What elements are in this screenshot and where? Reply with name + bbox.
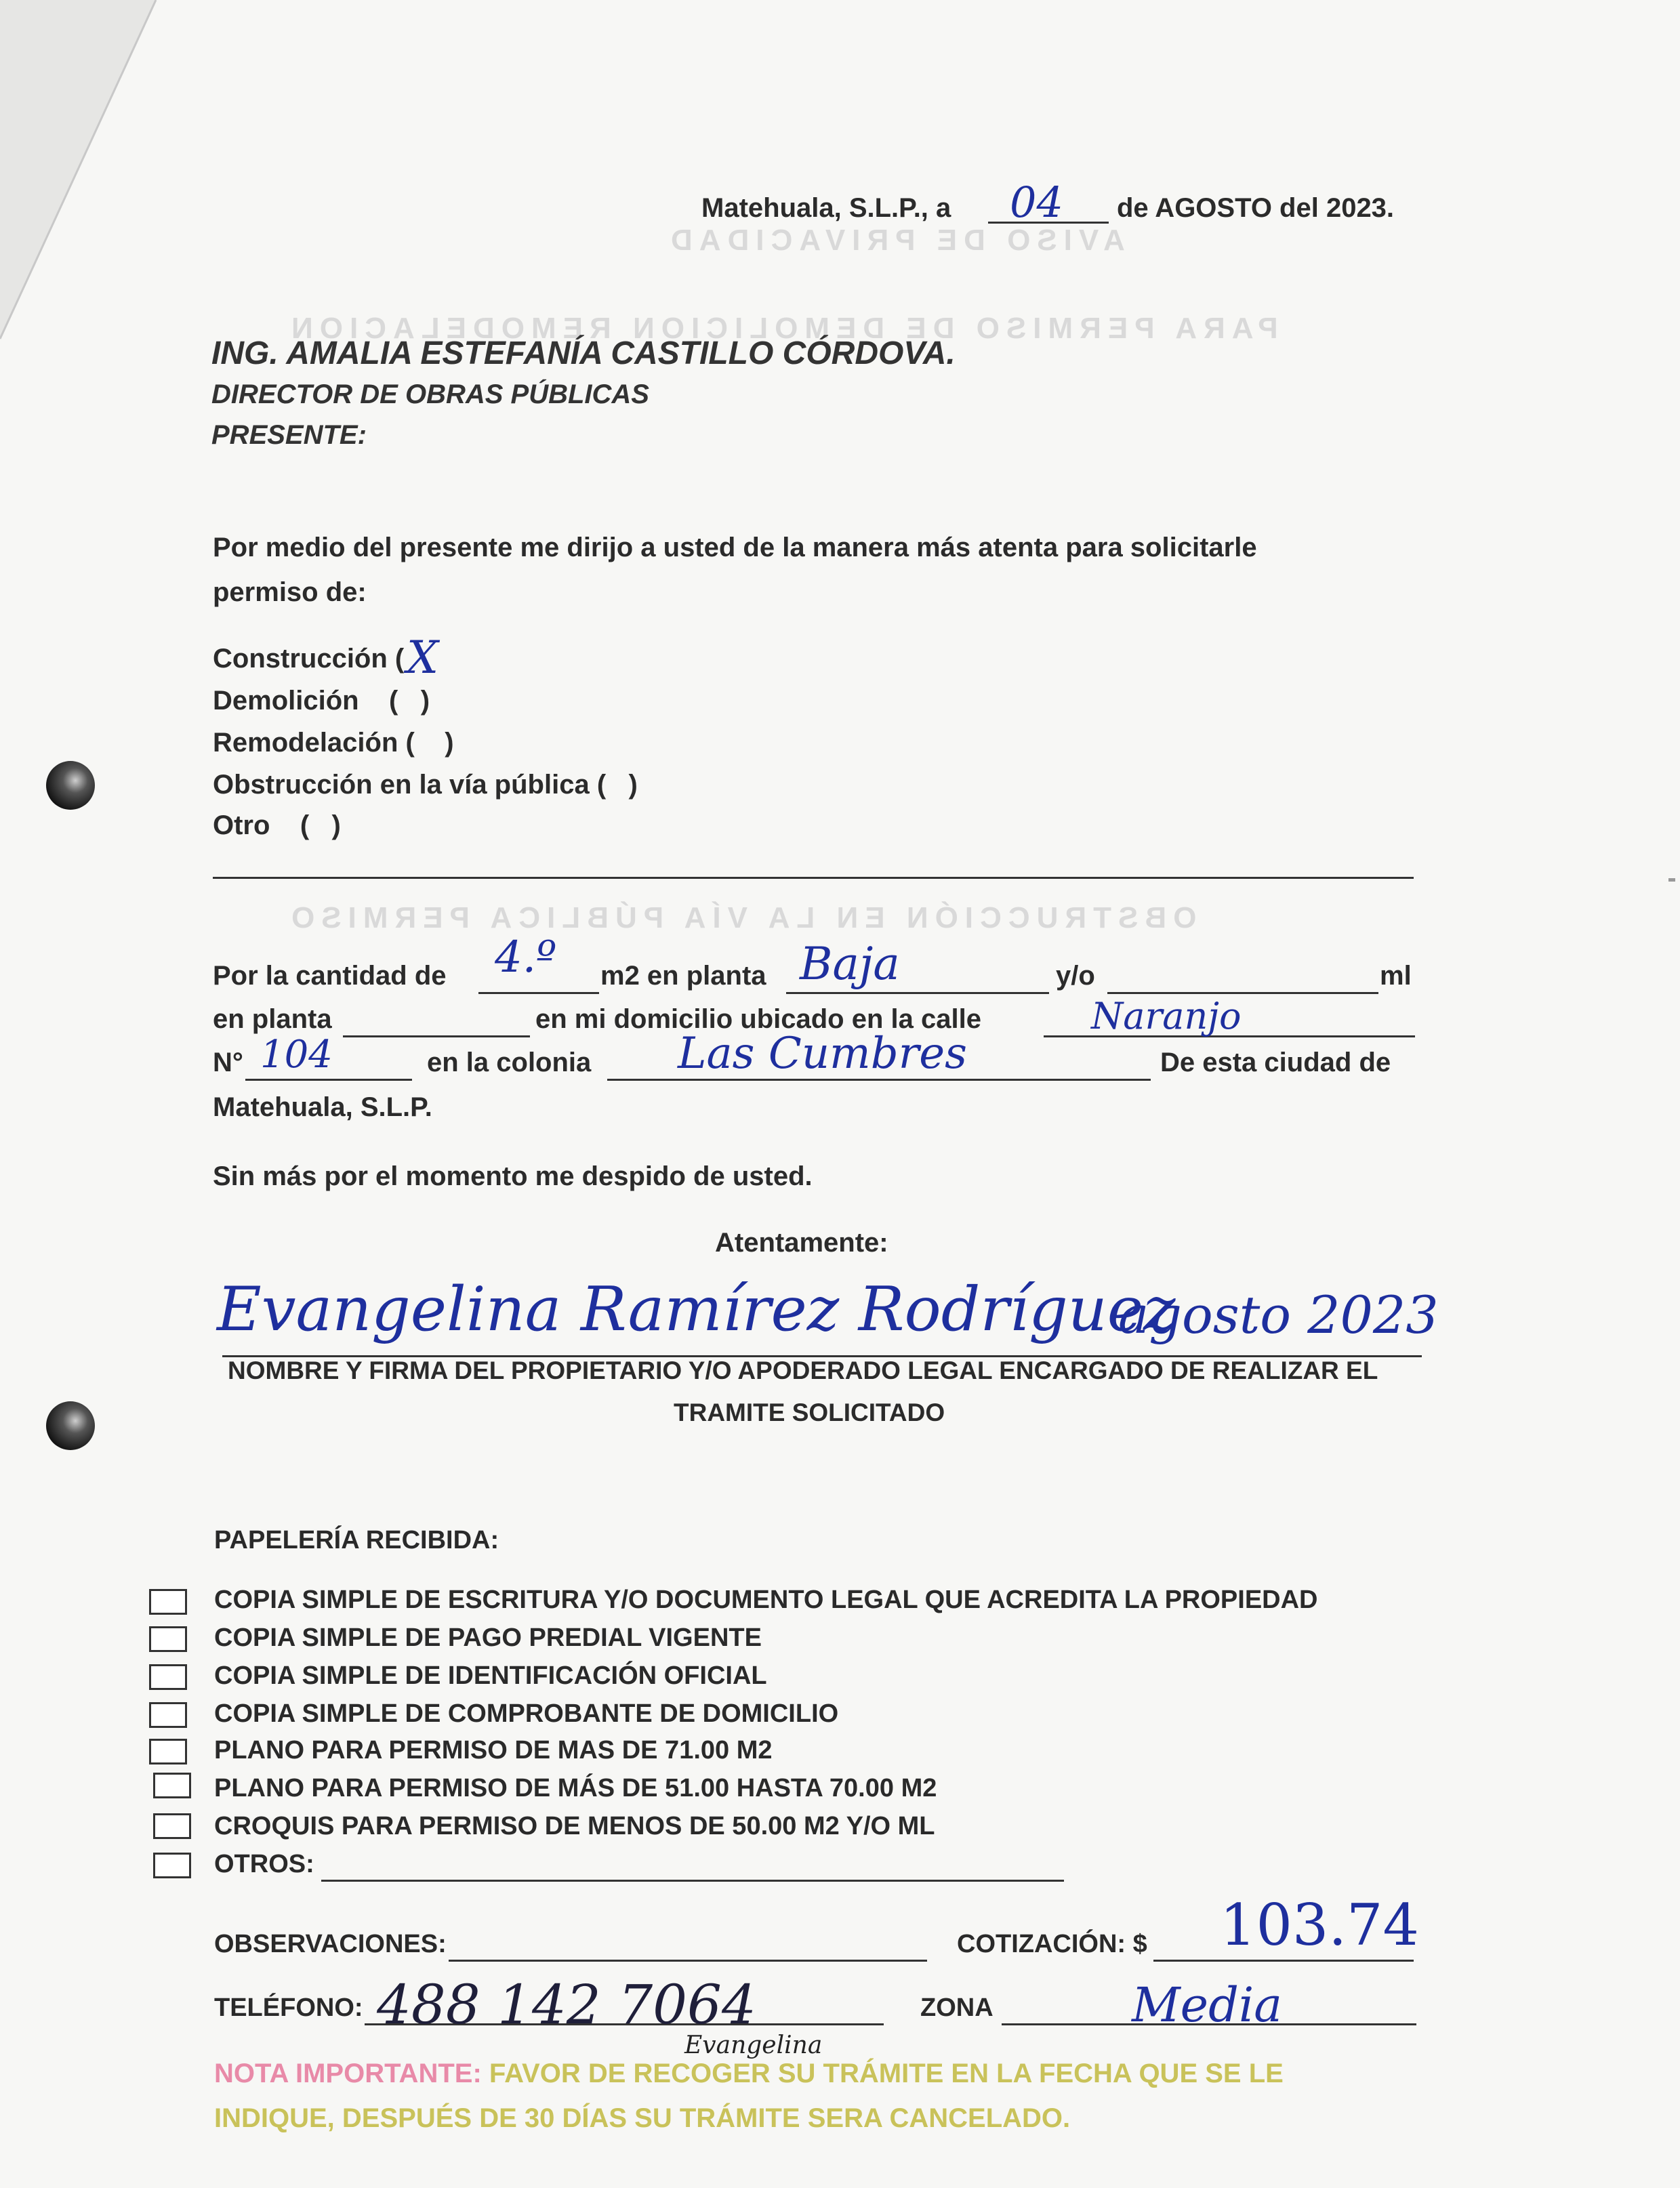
despedida: Sin más por el momento me despido de usted.	[213, 1161, 813, 1191]
nota-line-1	[214, 2059, 1284, 2089]
nota-text-1: FAVOR DE RECOGER SU TRÁMITE EN LA FECHA QUE SE LE	[489, 2059, 1284, 2088]
firma-label-2: TRAMITE SOLICITADO	[674, 1399, 945, 1426]
nota-label: NOTA IMPORTANTE:	[214, 2059, 482, 2088]
permit-remodelacion: Remodelación ( )	[213, 728, 454, 758]
en-planta-line	[343, 1006, 530, 1037]
zona-label: ZONA	[920, 1994, 993, 2022]
permit-demolicion: Demolición ( )	[213, 686, 430, 716]
signature-line	[222, 1327, 1422, 1357]
item-plano-51: PLANO PARA PERMISO DE MÁS DE 51.00 HASTA 70.00 M2	[214, 1774, 937, 1802]
recipient-presente: PRESENTE:	[211, 420, 367, 450]
checkbox-croquis[interactable]	[153, 1813, 191, 1839]
intro-line-2: permiso de:	[213, 577, 367, 607]
planta-value: Baja	[800, 938, 900, 990]
item-otros: OTROS:	[214, 1850, 314, 1878]
permit-obstruccion: Obstrucción en la vía pública ( )	[213, 770, 638, 800]
item-identificacion: COPIA SIMPLE DE IDENTIFICACIÓN OFICIAL	[214, 1661, 767, 1690]
ghost-line: OBSTRUCCIÓN EN LA VÍA PÚBLICA PERMISO	[285, 901, 1197, 934]
domicilio-label: en mi domicilio ubicado en la calle	[535, 1004, 981, 1034]
header-day: 04	[1010, 178, 1063, 227]
checkbox-plano-51[interactable]	[153, 1773, 191, 1798]
checkbox-identificacion[interactable]	[149, 1664, 187, 1690]
permit-otro: Otro ( )	[213, 810, 341, 840]
numero-label: N°	[213, 1048, 243, 1077]
item-plano-71: PLANO PARA PERMISO DE MAS DE 71.00 M2	[214, 1736, 773, 1764]
firma-label-1: NOMBRE Y FIRMA DEL PROPIETARIO Y/O APODERADO LEGAL ENCARGADO DE REALIZAR EL	[228, 1357, 1378, 1384]
zona-value: Media	[1132, 1977, 1283, 2033]
edge-mark	[1668, 878, 1675, 882]
calle-value: Naranjo	[1091, 995, 1242, 1037]
cantidad-label: Por la cantidad de	[213, 961, 447, 991]
signature-date: agosto 2023	[1118, 1285, 1439, 1345]
header-city: Matehuala, S.L.P., a	[701, 193, 951, 223]
ghost-line: PARA PERMISO DE DEMOLICION REMODELACION	[285, 312, 1278, 345]
ciudad-line-2: Matehuala, S.L.P.	[213, 1092, 432, 1122]
item-croquis: CROQUIS PARA PERMISO DE MENOS DE 50.00 M2 Y/O ML	[214, 1812, 935, 1840]
checkbox-domicilio[interactable]	[149, 1702, 187, 1728]
observaciones-label: OBSERVACIONES:	[214, 1930, 447, 1958]
nota-text-2: INDIQUE, DESPUÉS DE 30 DÍAS SU TRÁMITE SERA CANCELADO.	[214, 2103, 1071, 2133]
item-domicilio: COPIA SIMPLE DE COMPROBANTE DE DOMICILIO	[214, 1699, 839, 1728]
item-escritura: COPIA SIMPLE DE ESCRITURA Y/O DOCUMENTO LEGAL QUE ACREDITA LA PROPIEDAD	[214, 1586, 1318, 1614]
header-date-suffix: de AGOSTO del 2023.	[1117, 193, 1395, 223]
colonia-value: Las Cumbres	[678, 1029, 967, 1079]
ml-label: ml	[1380, 961, 1412, 991]
telefono-label: TELÉFONO:	[214, 1994, 363, 2022]
checkbox-predial[interactable]	[149, 1626, 187, 1652]
page-curl	[0, 0, 176, 352]
punch-hole-bottom	[46, 1401, 95, 1450]
m2-planta-label: m2 en planta	[600, 961, 766, 991]
otro-line	[213, 848, 1414, 879]
recipient-name: ING. AMALIA ESTEFANÍA CASTILLO CÓRDOVA.	[211, 335, 956, 371]
en-planta-label: en planta	[213, 1004, 332, 1034]
intro-line-1: Por medio del presente me dirijo a usted de la manera más atenta para solicitarle	[213, 533, 1257, 562]
punch-hole-top	[46, 761, 95, 810]
checkbox-otros[interactable]	[153, 1853, 191, 1878]
cotizacion-label: COTIZACIÓN: $	[957, 1930, 1147, 1958]
numero-value: 104	[260, 1033, 333, 1077]
cotizacion-value: 103.74	[1220, 1892, 1419, 1958]
atentamente: Atentamente:	[715, 1228, 888, 1258]
ml-line	[1107, 962, 1378, 994]
yo-label: y/o	[1056, 961, 1095, 991]
item-predial: COPIA SIMPLE DE PAGO PREDIAL VIGENTE	[214, 1624, 762, 1652]
permit-construccion-mark: X	[407, 632, 438, 684]
observaciones-line	[449, 1931, 927, 1962]
recipient-position: DIRECTOR DE OBRAS PÚBLICAS	[211, 379, 649, 409]
small-note: Evangelina	[684, 2031, 823, 2059]
checkbox-plano-71[interactable]	[149, 1739, 187, 1764]
cantidad-value: 4.º	[495, 932, 557, 983]
otros-line	[321, 1853, 1064, 1882]
ghost-title: AVISO DE PRIVACIDAD	[664, 224, 1125, 257]
permit-construccion: Construcción (	[213, 644, 405, 674]
telefono-value: 488 142 7064	[377, 1973, 756, 2036]
checkbox-escritura[interactable]	[149, 1589, 187, 1615]
ciudad-label: De esta ciudad de	[1160, 1048, 1391, 1077]
papeleria-title: PAPELERÍA RECIBIDA:	[214, 1526, 499, 1554]
colonia-label: en la colonia	[427, 1048, 592, 1077]
signature: Evangelina Ramírez Rodríguez	[217, 1274, 1176, 1345]
